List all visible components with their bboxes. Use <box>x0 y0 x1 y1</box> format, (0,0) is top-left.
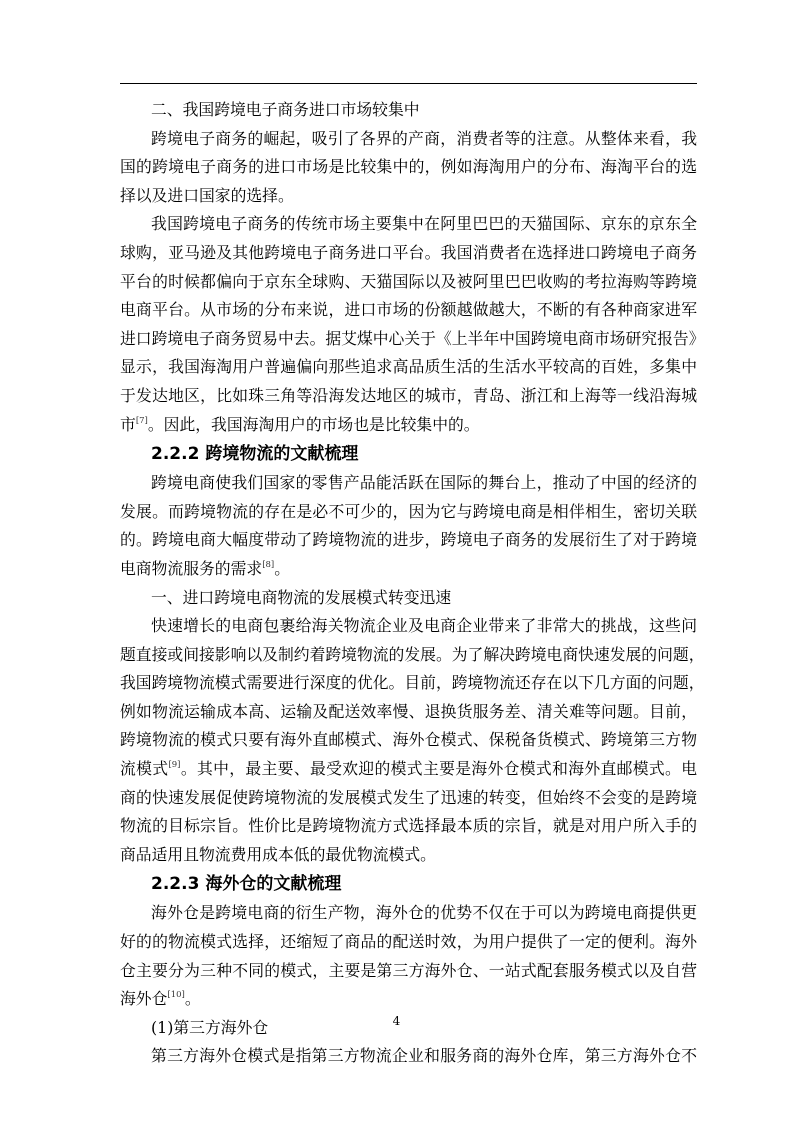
line-text: 市 <box>120 414 136 434</box>
text-line <box>120 526 697 555</box>
text-line <box>120 812 697 841</box>
text-line <box>120 669 705 698</box>
line-text: 进口跨境电子商务贸易中去。据艾煤中心关于《上半年中国跨境电商市场研究报告》 <box>120 328 705 348</box>
text-line <box>120 498 697 527</box>
section-heading <box>120 439 697 469</box>
section-heading-text: 2.2.3 海外仓的文献梳理 <box>151 874 342 895</box>
line-text: 商的快速发展促使跨境物流的发展模式发生了迅速的转变，但始终不会变的是跨境 <box>120 787 697 807</box>
line-text: 快速增长的电商包裹给海关物流企业及电商企业带来了非常大的挑战，这些问 <box>151 616 697 636</box>
line-text: 跨境物流的模式只要有海外直邮模式、海外仓模式、保税备货模式、跨境第三方物 <box>120 730 697 750</box>
text-line <box>120 555 697 584</box>
text-line <box>120 469 697 498</box>
line-text: 一、进口跨境电商物流的发展模式转变迅速 <box>151 587 452 607</box>
text-line <box>120 957 697 986</box>
text-line <box>120 153 697 182</box>
line-text: 我国跨境物流模式需要进行深度的优化。目前，跨境物流还存在以下几方面的问题， <box>120 673 705 693</box>
section-heading-text: 2.2.2 跨境物流的文献梳理 <box>151 444 359 465</box>
text-line <box>120 584 697 613</box>
line-text: 二、我国跨境电子商务进口市场较集中 <box>151 100 420 119</box>
line-text: 于发达地区，比如珠三角等沿海发达地区的城市，青岛、浙江和上海等一线沿海城 <box>120 385 697 405</box>
section-heading <box>120 869 697 899</box>
text-line <box>120 125 697 154</box>
line-text: 第三方海外仓模式是指第三方物流企业和服务商的海外仓库，第三方海外仓不 <box>151 1046 697 1066</box>
text-line <box>120 353 697 382</box>
text-line <box>120 382 697 411</box>
line-text: 择以及进口国家的选择。 <box>120 185 294 205</box>
line-text: 国的跨境电子商务的进口市场是比较集中的，例如海淘用户的分布、海淘平台的选 <box>120 157 697 177</box>
text-line <box>120 268 697 297</box>
line-text: 流模式 <box>120 759 169 779</box>
text-line <box>120 928 697 957</box>
text-line <box>120 899 697 928</box>
line-text: 平台的时候都偏向于京东全球购、天猫国际以及被阿里巴巴收购的考拉海购等跨境 <box>120 271 697 291</box>
citation-ref: [10] <box>167 990 185 1001</box>
line-text: 跨境电子商务的崛起，吸引了各界的产商，消费者等的注意。从整体来看，我 <box>151 128 697 148</box>
line-text: 发展。而跨境物流的存在是必不可少的，因为它与跨境电商是相伴相生，密切关联 <box>120 501 697 521</box>
line-text: 的。跨境电商大幅度带动了跨境物流的进步，跨境电子商务的发展衍生了对于跨境 <box>120 530 697 550</box>
line-text: 电商物流服务的需求 <box>120 558 263 578</box>
text-line <box>120 985 697 1014</box>
line-text-continued: 。 <box>184 989 201 1009</box>
citation-ref: [9] <box>168 760 181 771</box>
citation-ref: [8] <box>262 559 275 570</box>
line-text: (1)第三方海外仓 <box>151 1017 269 1037</box>
text-line <box>120 784 697 813</box>
line-text: 我国跨境电子商务的传统市场主要集中在阿里巴巴的天猫国际、京东的京东全 <box>151 214 697 234</box>
text-line <box>120 755 697 784</box>
text-line <box>120 641 705 670</box>
citation-ref: [7] <box>135 415 148 426</box>
text-line <box>120 239 697 268</box>
text-line <box>120 411 697 440</box>
line-text: 跨境电商使我们国家的零售产品能活跃在国际的舞台上，推动了中国的经济的 <box>151 473 697 493</box>
text-line <box>120 698 697 727</box>
line-text-continued: 。因此，我国海淘用户的市场也是比较集中的。 <box>147 414 480 434</box>
text-line <box>120 296 697 325</box>
text-line <box>120 325 705 354</box>
text-line <box>120 182 697 211</box>
line-text: 海外仓 <box>120 989 168 1009</box>
line-text-continued: 。其中，最主要、最受欢迎的模式主要是海外仓模式和海外直邮模式。电 <box>180 759 697 779</box>
text-line <box>120 210 697 239</box>
header-rule <box>120 83 697 84</box>
line-text: 电商平台。从市场的分布来说，进口市场的份额越做越大，不断的有各种商家进军 <box>120 300 697 320</box>
line-text: 商品适用且物流费用成本低的最优物流模式。 <box>120 844 436 864</box>
line-text: 显示，我国海淘用户普遍偏向那些追求高品质生活的生活水平较高的百姓，多集中 <box>120 357 697 377</box>
page-number: 4 <box>392 1014 401 1028</box>
line-text: 物流的目标宗旨。性价比是跨境物流方式选择最本质的宗旨，就是对用户所入手的 <box>120 816 697 836</box>
line-text: 好的的物流模式选择，还缩短了商品的配送时效，为用户提供了一定的便利。海外 <box>120 932 697 952</box>
text-line <box>120 96 697 125</box>
line-text: 题直接或间接影响以及制约着跨境物流的发展。为了解决跨境电商快速发展的问题， <box>120 644 705 664</box>
line-text: 仓主要分为三种不同的模式，主要是第三方海外仓、一站式配套服务模式以及自营 <box>120 960 697 980</box>
document-body <box>120 96 705 1071</box>
line-text: 球购，亚马逊及其他跨境电子商务进口平台。我国消费者在选择进口跨境电子商务 <box>120 242 697 262</box>
line-text-continued: 。 <box>274 558 291 578</box>
text-line <box>120 841 697 870</box>
text-line <box>120 726 697 755</box>
line-text: 海外仓是跨境电商的衍生产物，海外仓的优势不仅在于可以为跨境电商提供更 <box>151 903 697 923</box>
text-line <box>120 612 697 641</box>
text-line <box>120 1042 697 1071</box>
line-text: 例如物流运输成本高、运输及配送效率慢、退换货服务差、清关难等问题。目前， <box>120 701 697 721</box>
